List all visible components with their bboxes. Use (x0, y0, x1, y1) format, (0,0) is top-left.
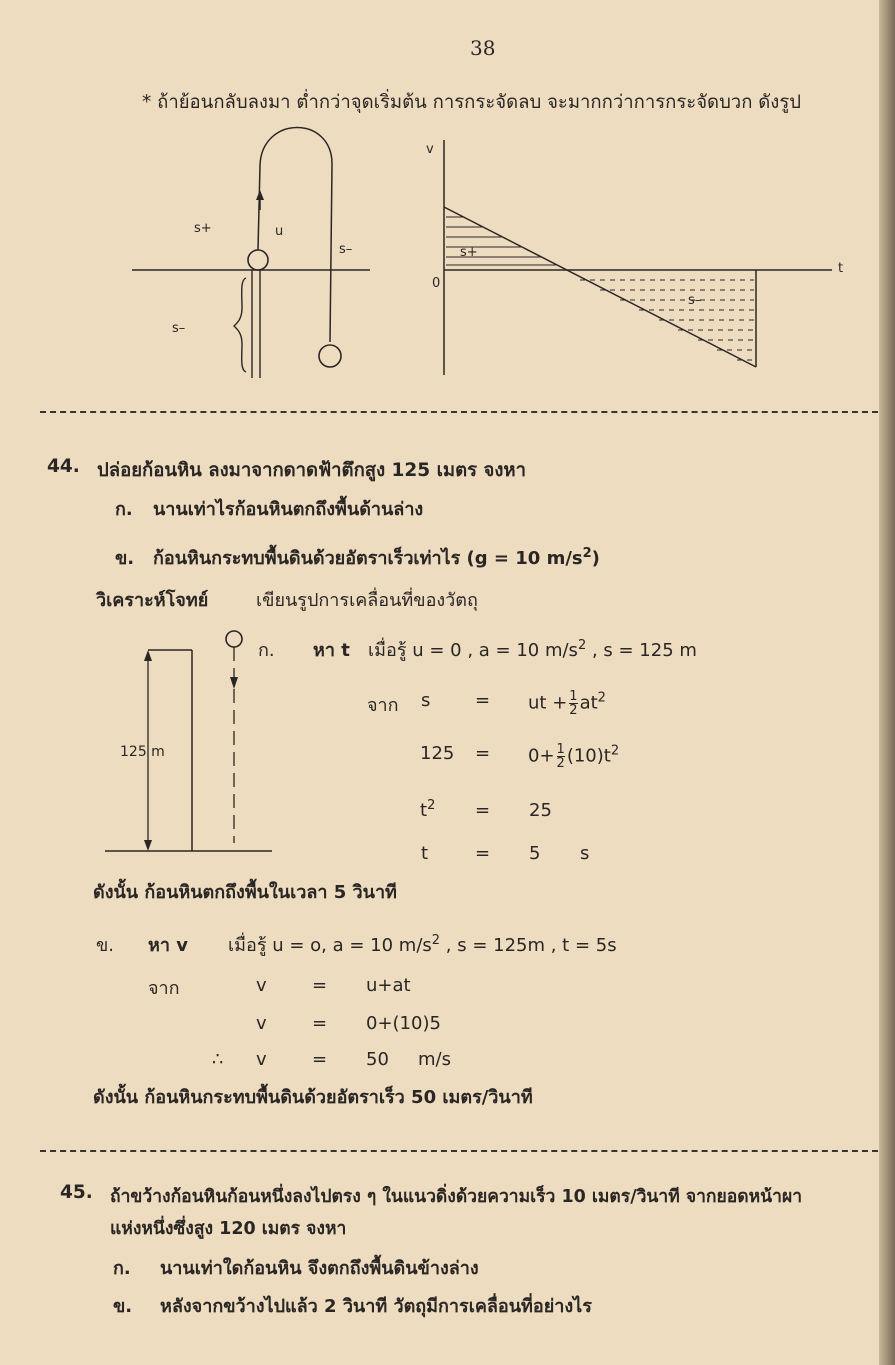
trajectory-figure (120, 120, 380, 385)
fig1-s-minus-left: s– (172, 321, 186, 336)
fall-arrow (230, 677, 238, 689)
negative-area-hatch (580, 280, 754, 360)
sol-b-find: หา v (148, 935, 188, 956)
q45-part-a-text: นานเท่าใดก้อนหิน จึงตกถึงพื้นดินข้างล่าง (160, 1258, 479, 1279)
sol-b-l1-eq: = (312, 975, 328, 996)
sol-a-l3-lhs: $t^2$ (420, 798, 436, 821)
brace (234, 278, 246, 372)
sol-a-l4-rhs: 5 (529, 843, 541, 864)
sol-b-l3-eq: = (312, 1049, 328, 1070)
q44-part-b-label: ข. (115, 548, 135, 569)
sol-a-given: เมื่อรู้ u = 0 , a = 10 $m/s^2$ , s = 125 m (368, 638, 697, 661)
height-arrow-top (144, 650, 152, 661)
q45-part-a-label: ก. (113, 1258, 131, 1279)
sol-b-l2-lhs: v (256, 1013, 267, 1034)
ball-start (248, 250, 268, 270)
sol-b-label: ข. (96, 935, 115, 956)
sol-b-l3-unit: m/s (418, 1049, 451, 1070)
sol-a-l1-lhs: s (421, 690, 431, 711)
therefore-symbol: ∴ (212, 1049, 224, 1070)
sol-a-l2-rhs: 0+ $\frac{1}{2}$ $(10)t^2$ (528, 742, 620, 771)
sol-a-l4-unit: s (580, 843, 590, 864)
sol-b-l2-eq: = (312, 1013, 328, 1034)
section-divider (40, 411, 878, 413)
fig1-s-plus: s+ (194, 221, 212, 236)
sol-a-find: หา t (313, 640, 350, 661)
sol-a-l1-eq: = (475, 690, 491, 711)
t-axis-label: t (838, 261, 844, 276)
path-curve (258, 128, 332, 343)
sol-a-l3-rhs: 25 (529, 800, 552, 821)
conclusion-a: ดังนั้น ก้อนหินตกถึงพื้นในเวลา 5 วินาที (93, 882, 397, 903)
section-divider-2 (40, 1150, 878, 1152)
page-binding-edge (879, 0, 895, 1365)
question-44-text: ปล่อยก้อนหิน ลงมาจากดาดฟ้าตึกสูง 125 เมตร จงหา (97, 460, 526, 481)
sol-b-l3-lhs: v (256, 1049, 267, 1070)
sol-b-l2-rhs: 0+(10)5 (366, 1013, 441, 1034)
sol-a-label: ก. (258, 640, 275, 661)
sol-a-l1-rhs: ut + $\frac{1}{2}$ $at^2$ (528, 689, 606, 718)
velocity-line (444, 207, 756, 367)
conclusion-b: ดังนั้น ก้อนหินกระทบพื้นดินด้วยอัตราเร็ว 50 เมตร/วินาที (93, 1087, 533, 1108)
question-45-number: 45. (60, 1182, 93, 1203)
analysis-text: เขียนรูปการเคลื่อนที่ของวัตถุ (256, 590, 478, 611)
sol-b-given: เมื่อรู้ u = o, a = 10 $m/s^2$ , s = 125m , t = 5s (228, 933, 617, 956)
velocity-time-graph (420, 135, 850, 380)
sol-a-l4-eq: = (475, 843, 491, 864)
stone-circle (226, 631, 242, 647)
sol-a-l2-lhs: 125 (420, 743, 455, 764)
origin-label: 0 (432, 276, 441, 291)
q44-part-a-text: นานเท่าไรก้อนหินตกถึงพื้นด้านล่าง (153, 499, 424, 520)
q45-part-b-text: หลังจากขว้างไปแล้ว 2 วินาที วัตถุมีการเคลื่อนที่อย่างไร (160, 1296, 592, 1317)
sol-b-l1-rhs: u+at (366, 975, 411, 996)
q45-part-b-label: ข. (113, 1296, 133, 1317)
v-axis-label: v (426, 142, 434, 157)
fig2-s-plus: s+ (460, 245, 478, 260)
sol-b-from: จาก (148, 978, 180, 999)
fig2-s-minus: s– (688, 293, 702, 308)
sol-a-l4-lhs: t (421, 843, 429, 864)
question-45-line2: แห่งหนึ่งซึ่งสูง 120 เมตร จงหา (110, 1219, 347, 1239)
fig1-u: u (275, 224, 284, 239)
note-text: * ถ้าย้อนกลับลงมา ต่ำกว่าจุดเริ่มต้น การกระจัดลบ จะมากกว่าการกระจัดบวก ดังรูป (142, 92, 802, 113)
fig1-s-minus-right: s– (339, 242, 353, 257)
q44-part-b-text: ก้อนหินกระทบพื้นดินด้วยอัตราเร็วเท่าไร (g = 10 $m/s^2$) (153, 546, 600, 569)
sol-a-l2-eq: = (475, 743, 491, 764)
height-arrow-bottom (144, 840, 152, 851)
q44-part-a-label: ก. (115, 499, 133, 520)
height-label: 125 m (120, 744, 165, 760)
analysis-label: วิเคราะห์โจทย์ (96, 590, 209, 611)
sol-a-l3-eq: = (475, 800, 491, 821)
up-arrowhead (256, 190, 264, 200)
ball-end (319, 345, 341, 367)
question-45-line1: ถ้าขว้างก้อนหินก้อนหนึ่งลงไปตรง ๆ ในแนวดิ่งด้วยความเร็ว 10 เมตร/วินาที จากยอดหน้าผา (110, 1187, 803, 1207)
sol-b-l1-lhs: v (256, 975, 267, 996)
question-44-number: 44. (47, 456, 80, 477)
page-number: 38 (470, 36, 496, 60)
sol-a-from: จาก (367, 695, 399, 716)
sol-b-l3-rhs: 50 (366, 1049, 389, 1070)
